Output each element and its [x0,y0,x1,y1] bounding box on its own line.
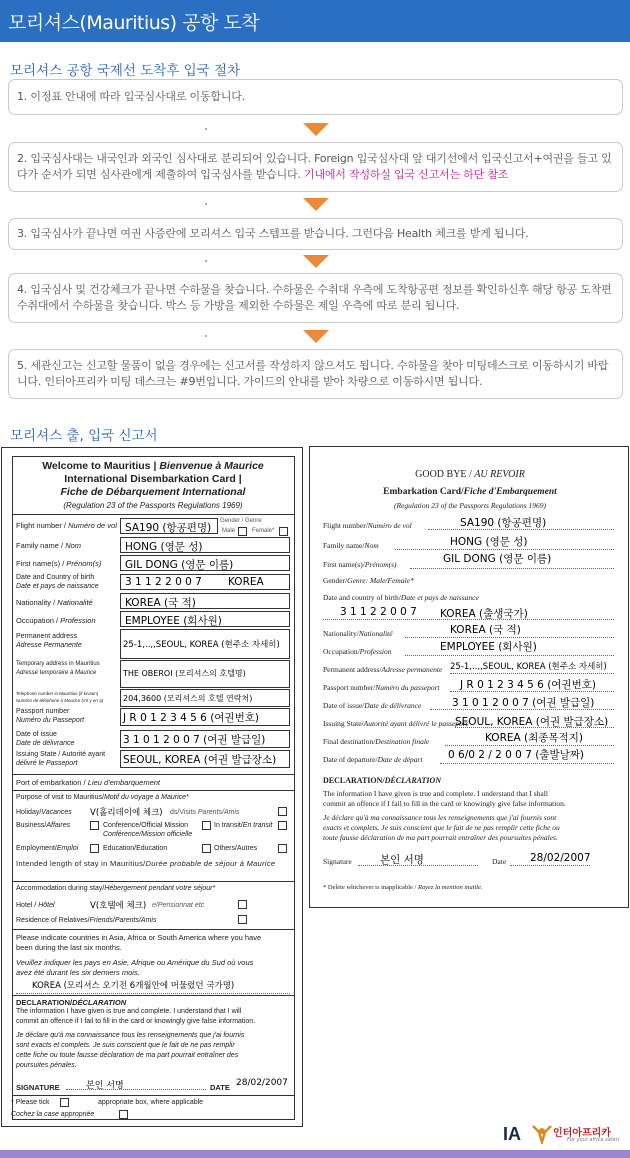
arrival-occ-value: EMPLOYEE (회사원) [125,615,222,627]
step-1-text: 1. 이정표 안내에 따라 입국심사대로 이동합니다. [17,90,245,103]
logo-name: 인터아프리카 [553,1128,611,1139]
first-label: First name(s) / Prénom(s) [16,559,102,568]
departure-occ-value: EMPLOYEE (회사원) [440,641,537,653]
step-1 [8,79,623,115]
dotted-line [510,865,590,866]
issue-label: Date of issue [16,731,57,738]
departure-dob-value: 3 1 1 2 2 0 0 7 [340,606,417,618]
arrival-state-value: SEOUL, KOREA (여권 발급장소) [123,754,277,766]
visits-label: ds/Visits Parents/Amis [170,809,240,816]
perm-label-fr: Adresse Permanente [16,642,82,649]
arrival-date-value: 28/02/2007 [236,1078,288,1088]
residence-checkbox [238,915,247,924]
tick-note-1: * Please tick [11,1099,50,1106]
rule [12,514,295,515]
step-5-text: 5. 세관신고는 신고할 물품이 없을 경우에는 신고서를 작성하지 않으셔도 됩니다. 수하물을 찾아 미팅데스크로 이동하시기 바랍니다. 인터아프리카 미팅 데스크는 #9번입니다. 가이드의 안내를 받아 차량으로 이동하시면 됩니다. [17,359,609,388]
holiday-label: Holiday/Vacances [16,809,72,816]
dotted-line [445,745,614,746]
dotted-line [16,993,290,994]
giraffe-icon [531,1122,553,1144]
tick-note-3: Cochez la case appropriée [11,1111,95,1118]
arrival-holiday-value: V(홀리데이에 체크) [90,808,163,818]
others-label: Others/Autres [214,845,258,852]
step-2 [8,142,623,192]
countries-text-2: been during the last six months. [16,943,122,952]
arrival-dob-value: 3 1 1 2 2 0 0 7 [125,576,202,588]
arrival-tel-value: 204,3600 (모리셔스의 호텔 연락처) [123,694,253,703]
decl-text-4: sont exacts et complets. Je suis conscient que le fait de ne pas remplir [16,1042,235,1049]
d-dob-label: Date and country of birth/Date et pays de naissance [323,593,479,602]
stay-label: Intended length of stay in Mauritius/Durée probable de séjour à Maurice [16,859,276,868]
tick-sample-checkbox [60,1098,69,1107]
dob-label-fr: Date et pays de naissance [16,583,99,590]
d-decl-text-2: commit an offence if I fail to fill in the card or knowingly give false information. [323,799,566,808]
header-bar [0,0,630,42]
conf-label: Conference/Official Mission [103,822,189,829]
countries-text-3: Veuillez indiquer les pays en Asie, Afrique ou Amérique du Sud où vous [16,958,254,967]
departure-pass-value: J R 0 1 2 3 4 5 6 (여권번호) [460,679,596,691]
pension-checkbox [238,900,247,909]
dotted-line [450,673,614,674]
d-pass-label: Passport number/Numéro du passeport [323,683,440,692]
pass-label: Passport number [16,708,70,715]
hotel-label: Hotel / Hôtel [16,902,55,909]
decl-title: DECLARATION/DÉCLARATION [16,998,127,1007]
d-gender-label: Gender/Genre: Male/Female* [323,576,414,585]
d-note: * Delete whichever is inapplicable / Rayez la mention inutile. [323,884,483,891]
arrival-issue-value: 3 1 0 1 2 0 0 7 (여권 발급일) [123,734,266,746]
departure-issue-value: 3 1 0 1 2 0 0 7 (여권 발급일) [452,697,595,709]
port-label: Port of embarkation / Lieu d'embarquement [16,778,161,787]
gender-label: Gender / Genre [220,518,262,524]
arrival-hotel-value: V(호텔에 체크) [90,901,147,911]
issue-label-fr: Date de délivrance [16,740,75,747]
rule [12,790,295,791]
decl-text-1: The information I have given is true and complete. I understand that I will [16,1008,242,1015]
d-perm-label: Permanent address/Adresse permanente [323,665,443,674]
d-decl-text-3: Je déclare qu'à ma connaissance tous les renseignements que j'ai fournis sont [323,813,557,822]
countries-text-4: avez été durant les six derniers mois. [16,968,140,977]
section-title-procedure: 모리셔스 공항 국제선 도착후 입국 절차 [10,63,241,79]
accom-label: Accommodation during stay/Hébergement pendant votre séjour* [16,885,216,892]
flight-label: Flight number / Numéro de vol [16,521,117,530]
signature-label: SIGNATURE [16,1083,60,1092]
page-title: 모리셔스(Mauritius) 공항 도착 [8,12,260,34]
departure-cob-value: KOREA (출생국가) [440,608,528,620]
arrival-family-value: HONG (영문 성) [125,541,203,553]
departure-title-1: GOOD BYE / AU REVOIR [415,469,525,480]
dotted-line [410,568,614,569]
d-decl-title: DECLARATION/DÉCLARATION [323,776,442,785]
d-decl-text-4: exacts et complets. Je suis conscient que le fait de ne pas remplir cette fiche ou [323,823,560,832]
arrival-pass-value: J R 0 1 2 3 4 5 6 (여권번호) [123,712,259,724]
dotted-line [405,655,614,656]
decl-text-6: poursuites pénales. [16,1062,77,1069]
dob-label: Date and Country of birth [16,574,95,581]
purpose-label: Purpose of visit to Mauritius/Motif du voyage à Maurice* [16,794,189,801]
visits-checkbox [278,807,287,816]
arrival-title-1: Welcome to Mauritius | Bienvenue à Maurice [42,460,264,472]
step-2-text: 2. 입국심사대는 내국인과 외국인 심사대로 분리되어 있습니다. Foreign 입국심사대 앞 대기선에서 입국신고서+여권을 들고 있다가 순서가 되면 심사관에게 제출하여 입국심사를 받습니다. [17,152,612,181]
business-checkbox [90,821,99,830]
departure-family-value: HONG (영문 성) [450,536,528,548]
arrival-subtitle: (Regulation 23 of the Passports Regulations 1969) [63,501,243,510]
male-label: Male [222,528,236,534]
d-family-label: Family name/Nom [323,541,379,550]
temp-label: Temporary address in Mauritius [16,661,100,667]
pass-label-fr: Numéro du Passeport [16,717,85,724]
decl-text-2: commit an offence if I fail to fill in the card or knowingly give false information. [16,1018,256,1025]
others-checkbox [278,844,287,853]
arrival-title-3: Fiche de Débarquement International [60,486,246,498]
decl-text-3: Je déclare qu'à ma connaissance tous les renseignements que j'ai fournis [16,1032,245,1039]
pension-label: e/Pensionnat etc [152,902,205,909]
transit-label: In transit/En transit [214,822,273,829]
state-label-fr: délivré le Passeport [16,760,78,767]
divider-dot [205,128,207,130]
d-occ-label: Occupation/Profession [323,647,392,656]
dotted-line [323,619,614,620]
d-dep-label: Date of departure/Date de départ [323,755,423,764]
countries-text-1: Please indicate countries in Asia, Africa or South America where you have [16,933,262,942]
arrival-first-value: GIL DONG (영문 이름) [125,559,234,571]
divider-dot [205,203,207,205]
conf-checkbox [202,821,211,830]
arrival-cob-value: KOREA [228,576,264,588]
tel-label-fr: Numéro de téléphone à Maurice (s'il y en a) [16,698,104,703]
arrival-temp-value: THE OBEROI (모리셔스의 호텔명) [123,669,246,678]
d-dest-label: Final destination/Destination finale [323,737,430,746]
logo-tagline: For your africa safari [567,1137,620,1143]
arrival-nat-value: KOREA (국 적) [125,597,196,609]
d-flight-label: Flight number/Numéro de vol [323,521,412,530]
tel-label: Telephone number in Mauritius (if known) [16,691,99,696]
arrival-signature-value: 본인 서명 [86,1081,124,1091]
divider-dot [205,260,207,262]
step-2-highlight: 기내에서 작성하실 입국 신고서는 하단 참조 [304,168,509,181]
step-3-text: 3. 입국심사가 끝나면 여권 사증란에 모리셔스 입국 스템프를 받습니다. 그런다음 Health 체크를 받게 됩니다. [17,227,529,240]
d-first-label: First name(s)/Prénom(s) [323,560,397,569]
arrival-title-2: International Disembarkation Card | [64,473,242,485]
logo-ia: IA [503,1124,521,1144]
perm-label: Permanent address [16,633,78,640]
rule [12,774,295,775]
arrival-countries-value: KOREA (모리셔스 오기전 6개월안에 머물렀던 국가명) [32,981,235,991]
d-decl-text-1: The information I have given is true and complete. I understand that I shall [323,789,548,798]
rule [12,995,295,996]
d-signature-label: Signature [323,857,352,866]
temp-label-fr: Adresse temporaire à Maurice [16,670,97,676]
arrow-down-icon [303,330,329,344]
departure-state-value: SEOUL, KOREA (여권 발급장소) [455,716,609,728]
occ-label: Occupation / Profession [16,616,96,625]
departure-card [309,446,629,908]
departure-signature-value: 본인 서명 [380,854,424,866]
d-nat-label: Nationality/Nationalité [323,629,393,638]
arrow-down-icon [303,255,329,269]
employ-checkbox [90,844,99,853]
departure-subtitle: (Regulation 23 of the Passports Regulations 1969) [393,501,547,510]
conf-label-fr: Conférence/Mission officielle [103,831,193,838]
arrival-card [1,447,303,1127]
rule [12,1095,295,1096]
divider-dot [205,335,207,337]
departure-perm-value: 25-1,..,,SEOUL, KOREA (현주소 자세히) [450,662,607,672]
residence-label: Residence of Relatives/Friends/Parents/Amis [16,917,157,924]
departure-title-2: Embarkation Card/Fiche d'Embarquement [383,487,557,497]
dotted-line [395,549,614,550]
dotted-line [440,763,614,764]
arrow-down-icon [303,123,329,137]
section-title-cards: 모리셔스 출, 입국 신고서 [10,428,158,444]
step-4 [8,273,623,323]
d-decl-text-5: toute fausse déclaration de ma part pourrait entraîner des poursuites pénales. [323,833,558,842]
tick-note-2: appropriate box, where applicable [98,1099,204,1106]
nat-label: Nationality / Nationalité [16,598,93,607]
edu-label: Education/Education [103,845,168,852]
employ-label: Employment/Emploi [16,845,79,852]
bottom-bar [0,1150,630,1158]
edu-checkbox [202,844,211,853]
departure-first-value: GIL DONG (영문 이름) [443,553,552,565]
rule [12,881,295,882]
departure-nat-value: KOREA (국 적) [450,624,521,636]
decl-text-5: cette fiche ou toute fausse déclaration de ma part pourrait entraîner des [16,1052,239,1059]
d-issue-label: Date of issue/Date de délivrance [323,701,422,710]
family-label: Family name / Nom [16,541,82,550]
male-checkbox [238,527,247,536]
departure-date-value: 28/02/2007 [530,852,591,864]
company-logo [503,1122,628,1146]
step-3 [8,218,623,250]
date-label: DATE [210,1083,230,1092]
arrival-flight-value: SA190 (항공편명) [125,522,212,534]
state-label: Issuing State / Autorité ayant [16,751,106,758]
step-4-text: 4. 입국심사 및 건강체크가 끝나면 수하물을 찾습니다. 수하물은 수취대 우측에 도착항공편 정보를 확인하신후 해당 항공 도착편 수취대에서 수하물을 찾습니다. 박스 등 가방을 제외한 수하물은 제일 우측에 따로 분리 됩니다. [17,283,612,312]
arrival-perm-value: 25-1,..,,SEOUL, KOREA (현주소 자세히) [123,640,280,650]
departure-dest-value: KOREA (최종목적지) [485,732,583,744]
business-label: Business/Affaires [16,822,71,829]
step-5 [8,349,623,399]
transit-checkbox [278,821,287,830]
d-date-label: Date [492,857,507,866]
arrow-down-icon [303,198,329,212]
dotted-line [405,637,614,638]
female-label: Female* [252,528,275,534]
d-state-label: Issuing State/Autorité ayant délivré le passeport [323,719,468,728]
departure-dep-value: 0 6/0 2 / 2 0 0 7 (출발날짜) [448,749,584,761]
rule [12,929,295,930]
departure-flight-value: SA190 (항공편명) [460,517,547,529]
female-checkbox [279,527,288,536]
tick-sample-checkbox-2 [119,1110,128,1119]
